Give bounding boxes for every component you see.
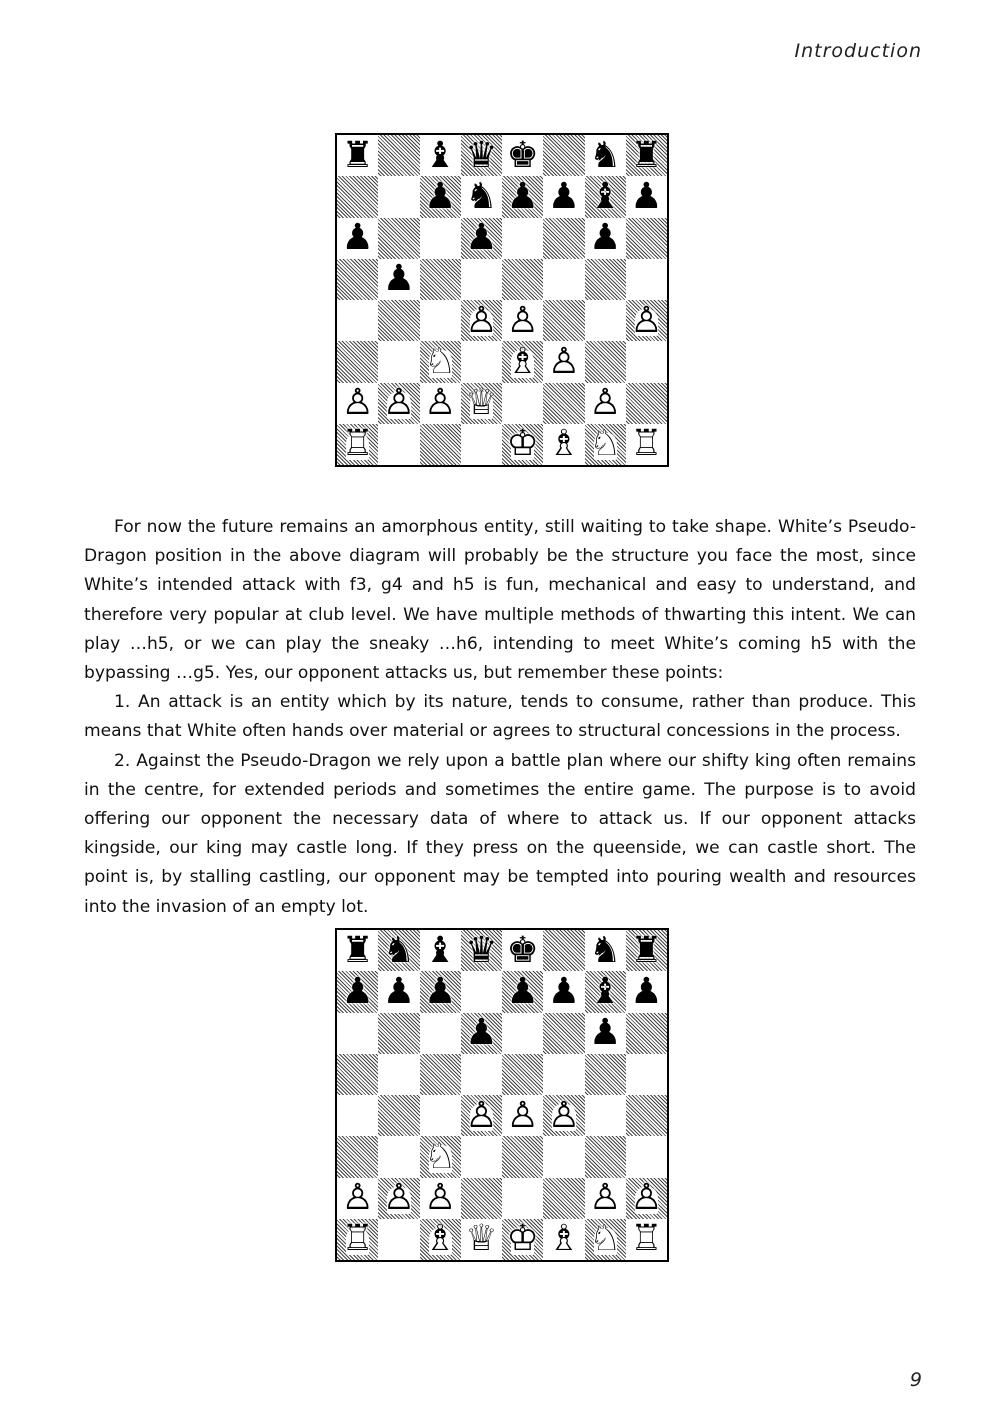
board-square bbox=[337, 341, 378, 382]
board-square bbox=[543, 971, 584, 1012]
board-square bbox=[502, 259, 543, 300]
white-pawn-icon: ♙ bbox=[465, 1095, 498, 1136]
board-square bbox=[420, 424, 461, 465]
board-square bbox=[337, 259, 378, 300]
board-square bbox=[502, 341, 543, 382]
board-square bbox=[420, 135, 461, 176]
board-square bbox=[337, 135, 378, 176]
board-square bbox=[502, 218, 543, 259]
board-square bbox=[378, 1054, 419, 1095]
board-square bbox=[626, 341, 667, 382]
board-square bbox=[543, 383, 584, 424]
black-knight-icon: ♞ bbox=[465, 176, 498, 217]
board-square bbox=[626, 135, 667, 176]
white-pawn-icon: ♙ bbox=[423, 1177, 457, 1219]
board-square bbox=[543, 1178, 584, 1219]
board-square bbox=[378, 1219, 419, 1260]
board-square bbox=[337, 1178, 378, 1219]
black-pawn-icon: ♟ bbox=[423, 971, 457, 1012]
chess-diagram-1 bbox=[335, 133, 669, 467]
board-square bbox=[626, 176, 667, 217]
white-pawn-icon: ♙ bbox=[341, 382, 374, 424]
black-bishop-icon: ♝ bbox=[588, 971, 622, 1012]
white-queen-icon: ♕ bbox=[465, 382, 498, 424]
black-pawn-icon: ♟ bbox=[465, 1012, 498, 1054]
board-square bbox=[378, 218, 419, 259]
white-queen-icon: ♕ bbox=[465, 1218, 498, 1260]
black-knight-icon: ♞ bbox=[382, 930, 416, 971]
board-square bbox=[461, 300, 502, 341]
board-square bbox=[543, 1095, 584, 1136]
board-square bbox=[461, 1095, 502, 1136]
white-rook-icon: ♖ bbox=[630, 1218, 663, 1260]
board-square bbox=[502, 1095, 543, 1136]
board-square bbox=[543, 1013, 584, 1054]
board-square bbox=[337, 218, 378, 259]
white-rook-icon: ♖ bbox=[341, 1218, 374, 1260]
board-square bbox=[420, 176, 461, 217]
board-square bbox=[626, 259, 667, 300]
black-pawn-icon: ♟ bbox=[423, 176, 457, 217]
black-pawn-icon: ♟ bbox=[382, 971, 416, 1012]
board-square bbox=[337, 1219, 378, 1260]
board-square bbox=[585, 1136, 626, 1177]
board-square bbox=[378, 176, 419, 217]
chess-diagram-2 bbox=[335, 928, 669, 1262]
black-bishop-icon: ♝ bbox=[423, 135, 457, 176]
board-square bbox=[543, 1219, 584, 1260]
board-square bbox=[461, 971, 502, 1012]
board-square bbox=[585, 971, 626, 1012]
board-square bbox=[543, 1054, 584, 1095]
black-pawn-icon: ♟ bbox=[506, 176, 539, 217]
black-pawn-icon: ♟ bbox=[547, 971, 581, 1012]
board-square bbox=[543, 341, 584, 382]
white-pawn-icon: ♙ bbox=[547, 341, 581, 382]
board-square bbox=[378, 135, 419, 176]
white-bishop-icon: ♗ bbox=[506, 341, 539, 382]
white-knight-icon: ♘ bbox=[588, 423, 622, 465]
board-square bbox=[543, 218, 584, 259]
board-square bbox=[461, 259, 502, 300]
board-square bbox=[626, 1013, 667, 1054]
board-square bbox=[502, 135, 543, 176]
board-square bbox=[502, 176, 543, 217]
board-square bbox=[378, 1013, 419, 1054]
white-pawn-icon: ♙ bbox=[506, 300, 539, 341]
board-square bbox=[337, 176, 378, 217]
white-pawn-icon: ♙ bbox=[382, 1177, 416, 1219]
board-square bbox=[585, 218, 626, 259]
board-square bbox=[337, 1136, 378, 1177]
board-square bbox=[420, 1095, 461, 1136]
white-pawn-icon: ♙ bbox=[423, 382, 457, 424]
board-square bbox=[626, 383, 667, 424]
board-square bbox=[461, 1136, 502, 1177]
board-square bbox=[502, 971, 543, 1012]
board-square bbox=[585, 930, 626, 971]
white-pawn-icon: ♙ bbox=[588, 382, 622, 424]
black-pawn-icon: ♟ bbox=[630, 176, 663, 217]
board-square bbox=[420, 1136, 461, 1177]
white-pawn-icon: ♙ bbox=[341, 1177, 374, 1219]
black-pawn-icon: ♟ bbox=[465, 217, 498, 259]
white-pawn-icon: ♙ bbox=[630, 300, 663, 341]
white-bishop-icon: ♗ bbox=[423, 1218, 457, 1260]
board-square bbox=[378, 1178, 419, 1219]
board-square bbox=[378, 383, 419, 424]
board-square bbox=[337, 1054, 378, 1095]
board-square bbox=[626, 930, 667, 971]
black-rook-icon: ♜ bbox=[341, 135, 374, 176]
black-pawn-icon: ♟ bbox=[588, 1012, 622, 1054]
black-king-icon: ♚ bbox=[506, 135, 539, 176]
board-square bbox=[502, 930, 543, 971]
board-square bbox=[378, 259, 419, 300]
board-square bbox=[461, 176, 502, 217]
board-square bbox=[461, 1054, 502, 1095]
board-square bbox=[337, 424, 378, 465]
board-square bbox=[378, 971, 419, 1012]
black-rook-icon: ♜ bbox=[341, 930, 374, 971]
board-square bbox=[626, 218, 667, 259]
paragraph: For now the future remains an amorphous entity, still waiting to take shape. White’s Pseudo-Dragon position in the above diagram will probably be the structure you face the most, since White’s intended attack with f3, g4 and h5 is fun, mechanical and easy to understand, and therefore very popular at club level. We have multiple methods of thwarting this intent. We can play …h5, or we can play the sneaky …h6, intending to meet White’s coming h5 with the bypassing …g5. Yes, our opponent attacks us, but remember these points: bbox=[84, 517, 916, 684]
black-knight-icon: ♞ bbox=[588, 930, 622, 971]
white-knight-icon: ♘ bbox=[588, 1218, 622, 1260]
board-square bbox=[543, 300, 584, 341]
white-king-icon: ♔ bbox=[506, 1218, 539, 1260]
board-square bbox=[502, 1013, 543, 1054]
board-square bbox=[420, 1013, 461, 1054]
board-square bbox=[420, 1219, 461, 1260]
board-square bbox=[626, 1178, 667, 1219]
board-square bbox=[337, 930, 378, 971]
black-rook-icon: ♜ bbox=[630, 135, 663, 176]
board-square bbox=[337, 971, 378, 1012]
board-square bbox=[378, 1095, 419, 1136]
board-square bbox=[378, 930, 419, 971]
board-square bbox=[626, 971, 667, 1012]
board-square bbox=[378, 424, 419, 465]
board-square bbox=[502, 1054, 543, 1095]
board-square bbox=[461, 341, 502, 382]
white-knight-icon: ♘ bbox=[423, 341, 457, 382]
board-square bbox=[420, 971, 461, 1012]
black-queen-icon: ♛ bbox=[465, 135, 498, 176]
board-square bbox=[543, 259, 584, 300]
board-square bbox=[585, 1013, 626, 1054]
paragraph: 1. An attack is an entity which by its nature, tends to consume, rather than produce. This means that White often hands over material or agrees to structural concessions in the process. bbox=[84, 692, 916, 742]
board-square bbox=[378, 1136, 419, 1177]
board-square bbox=[543, 135, 584, 176]
board-square bbox=[585, 424, 626, 465]
board-square bbox=[585, 1178, 626, 1219]
board-square bbox=[502, 1136, 543, 1177]
board-square bbox=[585, 1219, 626, 1260]
board-square bbox=[378, 300, 419, 341]
white-pawn-icon: ♙ bbox=[382, 382, 416, 424]
board-square bbox=[461, 930, 502, 971]
white-knight-icon: ♘ bbox=[423, 1136, 457, 1177]
white-pawn-icon: ♙ bbox=[506, 1095, 539, 1136]
board-square bbox=[585, 300, 626, 341]
board-square bbox=[420, 1178, 461, 1219]
black-rook-icon: ♜ bbox=[630, 930, 663, 971]
board-square bbox=[585, 1054, 626, 1095]
black-queen-icon: ♛ bbox=[465, 930, 498, 971]
board-square bbox=[420, 300, 461, 341]
body-text bbox=[84, 513, 916, 922]
board-square bbox=[543, 176, 584, 217]
board-square bbox=[502, 383, 543, 424]
board-square bbox=[585, 259, 626, 300]
white-rook-icon: ♖ bbox=[630, 423, 663, 465]
board-square bbox=[502, 424, 543, 465]
board-square bbox=[543, 1136, 584, 1177]
black-knight-icon: ♞ bbox=[588, 135, 622, 176]
board-square bbox=[626, 1054, 667, 1095]
board-square bbox=[626, 1095, 667, 1136]
board-square bbox=[337, 300, 378, 341]
board-square bbox=[626, 424, 667, 465]
board-square bbox=[543, 424, 584, 465]
board-square bbox=[420, 259, 461, 300]
board-square bbox=[420, 930, 461, 971]
white-king-icon: ♔ bbox=[506, 423, 539, 465]
white-pawn-icon: ♙ bbox=[547, 1095, 581, 1136]
white-bishop-icon: ♗ bbox=[547, 1218, 581, 1260]
black-pawn-icon: ♟ bbox=[341, 971, 374, 1012]
board-square bbox=[461, 218, 502, 259]
board-square bbox=[461, 424, 502, 465]
board-square bbox=[502, 300, 543, 341]
board-square bbox=[585, 383, 626, 424]
black-king-icon: ♚ bbox=[506, 930, 539, 971]
board-square bbox=[337, 383, 378, 424]
running-head: Introduction bbox=[794, 40, 922, 62]
page-number: 9 bbox=[909, 1369, 922, 1391]
board-square bbox=[461, 1013, 502, 1054]
board-square bbox=[420, 1054, 461, 1095]
board-square bbox=[585, 341, 626, 382]
black-pawn-icon: ♟ bbox=[588, 217, 622, 259]
board-square bbox=[626, 300, 667, 341]
board-square bbox=[585, 1095, 626, 1136]
white-pawn-icon: ♙ bbox=[588, 1177, 622, 1219]
black-pawn-icon: ♟ bbox=[382, 258, 416, 300]
board-square bbox=[626, 1219, 667, 1260]
black-pawn-icon: ♟ bbox=[630, 971, 663, 1012]
white-pawn-icon: ♙ bbox=[630, 1177, 663, 1219]
black-pawn-icon: ♟ bbox=[506, 971, 539, 1012]
white-bishop-icon: ♗ bbox=[547, 423, 581, 465]
board-square bbox=[585, 135, 626, 176]
board-square bbox=[626, 1136, 667, 1177]
black-pawn-icon: ♟ bbox=[547, 176, 581, 217]
board-square bbox=[337, 1095, 378, 1136]
board-square bbox=[461, 383, 502, 424]
board-square bbox=[420, 341, 461, 382]
board-square bbox=[502, 1178, 543, 1219]
black-pawn-icon: ♟ bbox=[341, 217, 374, 259]
board-square bbox=[543, 930, 584, 971]
board-square bbox=[337, 1013, 378, 1054]
board-square bbox=[585, 176, 626, 217]
board-square bbox=[461, 1219, 502, 1260]
white-rook-icon: ♖ bbox=[341, 423, 374, 465]
black-bishop-icon: ♝ bbox=[423, 930, 457, 971]
board-square bbox=[378, 341, 419, 382]
board-square bbox=[420, 218, 461, 259]
paragraph: 2. Against the Pseudo-Dragon we rely upon a battle plan where our shifty king often remains in the centre, for extended periods and sometimes the entire game. The purpose is to avoid offering our opponent the necessary data of where to attack us. If our opponent attacks kingside, our king may castle long. If they press on the queenside, we can castle short. The point is, by stalling castling, our opponent may be tempted into pouring wealth and resources into the invasion of an empty lot. bbox=[84, 750, 916, 917]
board-square bbox=[502, 1219, 543, 1260]
board-square bbox=[461, 1178, 502, 1219]
white-pawn-icon: ♙ bbox=[465, 300, 498, 341]
board-square bbox=[461, 135, 502, 176]
black-bishop-icon: ♝ bbox=[588, 176, 622, 217]
board-square bbox=[420, 383, 461, 424]
